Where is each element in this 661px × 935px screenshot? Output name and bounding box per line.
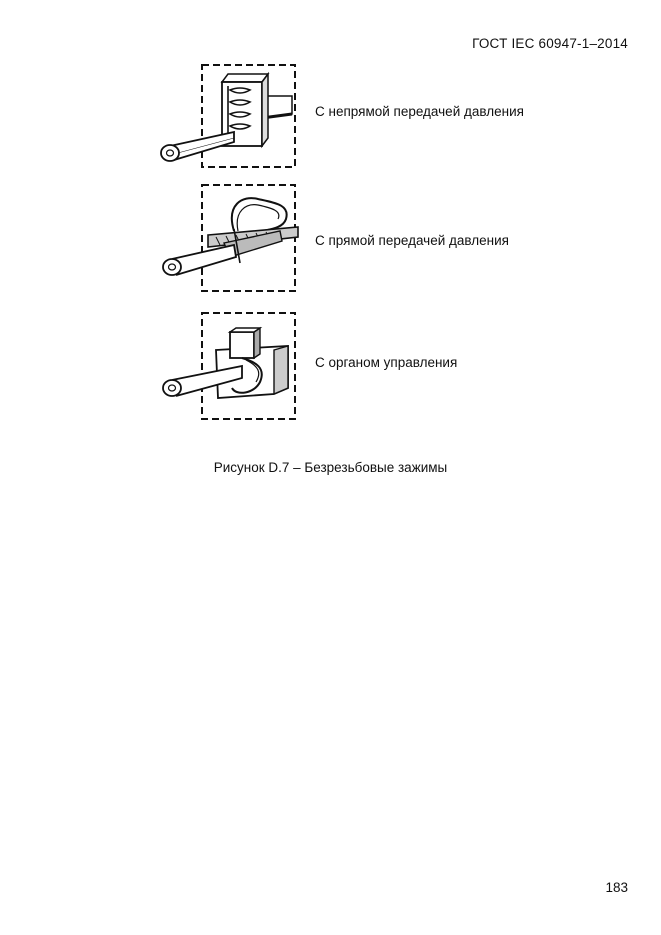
figure-caption: Рисунок D.7 – Безрезьбовые зажимы [213, 460, 448, 475]
indirect-pressure-label: С непрямой передачей давления [315, 104, 524, 119]
actuator-clamp-illustration [150, 310, 310, 422]
indirect-pressure-clamp-illustration [150, 60, 310, 172]
actuator-label: С органом управления [315, 355, 458, 370]
document-header: ГОСТ IEC 60947-1–2014 [472, 36, 628, 51]
direct-pressure-clamp-illustration [150, 183, 310, 295]
direct-pressure-label: С прямой передачей давления [315, 233, 509, 248]
page-number: 183 [605, 880, 628, 895]
